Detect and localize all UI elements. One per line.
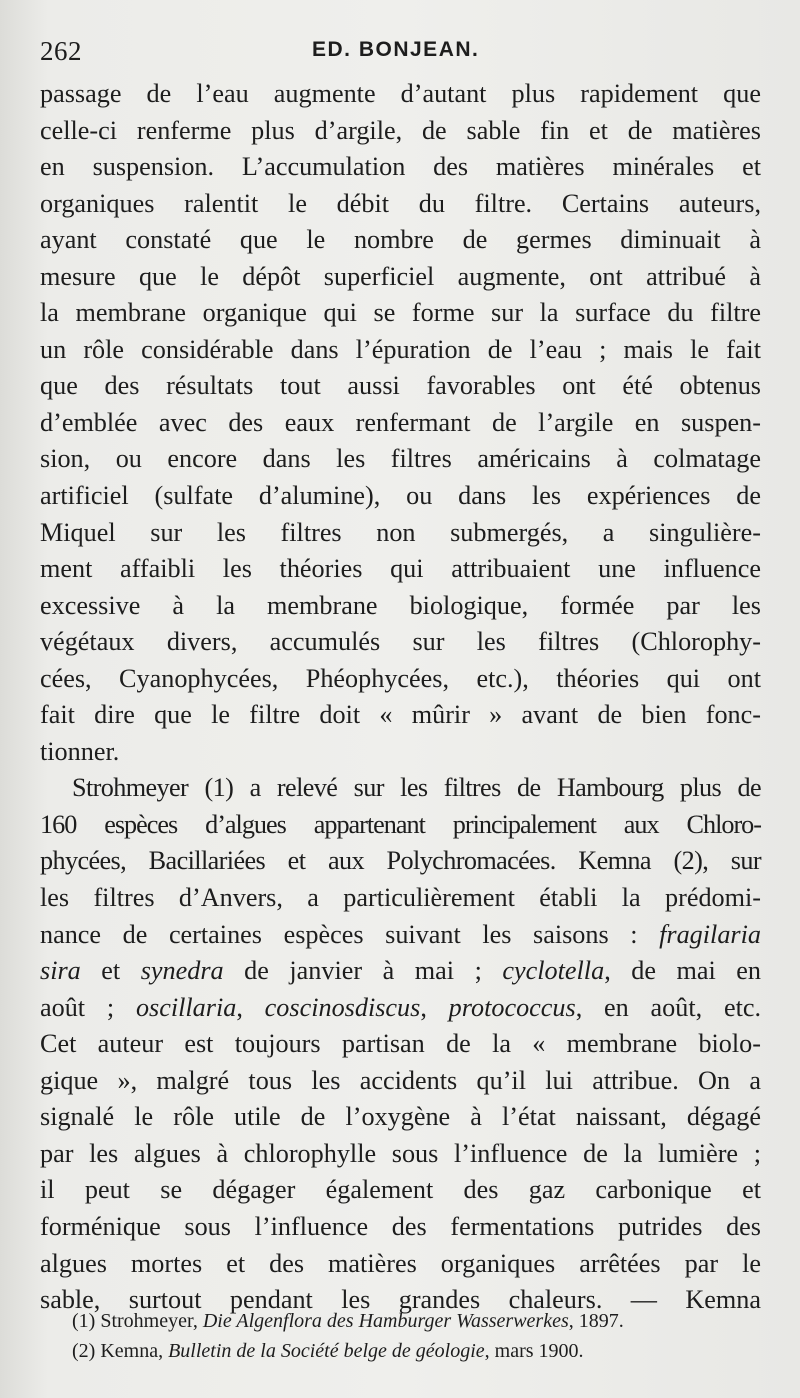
text-line: nance de certaines espèces suivant les saisons : fragilaria — [40, 919, 761, 949]
text-line: la membrane organique qui se forme sur la surface du filtre — [40, 298, 761, 328]
text-line: algues mortes et des matières organiques arrêtées par le — [40, 1248, 761, 1278]
text-line: il peut se dégager également des gaz carbonique et — [40, 1175, 761, 1205]
text-line: Miquel sur les filtres non submergés, a singulière- — [40, 517, 761, 547]
text-line: sira et synedra de janvier à mai ; cyclotella, de mai en — [40, 956, 762, 986]
text-line: celle-ci renferme plus d’argile, de sable fin et de matières — [40, 115, 761, 145]
running-head: ED. BONJEAN. — [312, 38, 480, 61]
text-line: tionner. — [40, 736, 120, 766]
text-line: les filtres d’Anvers, a particulièrement établi la prédomi- — [40, 883, 761, 913]
text-line: ayant constaté que le nombre de germes diminuait à — [40, 225, 761, 255]
text-line: mesure que le dépôt superficiel augmente, ont attribué à — [40, 261, 761, 291]
text-line: en suspension. L’accumulation des matières minérales et — [40, 152, 761, 182]
text-line: cées, Cyanophycées, Phéophycées, etc.), théories qui ont — [40, 663, 761, 693]
text-line: passage de l’eau augmente d’autant plus rapidement que — [40, 79, 761, 108]
text-line: Strohmeyer (1) a relevé sur les filtres de Hambourg plus de — [72, 773, 761, 803]
text-line: que des résultats tout aussi favorables ont été obtenus — [40, 371, 761, 401]
body-text — [40, 76, 761, 1319]
page-header — [40, 30, 760, 70]
text-line: par les algues à chlorophylle sous l’influence de la lumière ; — [40, 1138, 761, 1168]
text-line: fait dire que le filtre doit « mûrir » avant de bien fonc- — [40, 700, 761, 730]
text-line: organiques ralentit le débit du filtre. Certains auteurs, — [40, 188, 761, 218]
text-line: août ; oscillaria, coscinosdiscus, protococcus, en août, etc. — [40, 992, 762, 1022]
text-line: un rôle considérable dans l’épuration de l’eau ; mais le fait — [40, 334, 761, 364]
text-line: 160 espèces d’algues appartenant principalement aux Chloro- — [40, 809, 761, 839]
footnote: (1) Strohmeyer, Die Algenflora des Hamburger Wasserwerkes, 1897. — [72, 1310, 624, 1332]
text-line: artificiel (sulfate d’alumine), ou dans les expériences de — [40, 481, 761, 511]
text-line: forménique sous l’influence des fermentations putrides des — [40, 1211, 761, 1241]
text-line: Cet auteur est toujours partisan de la « membrane biolo- — [40, 1029, 761, 1059]
text-line: gique », malgré tous les accidents qu’il lui attribue. On a — [40, 1065, 761, 1095]
footnote: (2) Kemna, Bulletin de la Société belge de géologie, mars 1900. — [72, 1340, 584, 1362]
text-line: sable, surtout pendant les grandes chaleurs. — Kemna — [40, 1285, 761, 1315]
text-line: d’emblée avec des eaux renfermant de l’argile en suspen- — [40, 407, 761, 437]
page-number: 262 — [40, 36, 82, 66]
text-line: phycées, Bacillariées et aux Polychromacées. Kemna (2), sur — [40, 846, 761, 876]
text-line: ment affaibli les théories qui attribuaient une influence — [40, 554, 761, 584]
text-line: excessive à la membrane biologique, formée par les — [40, 590, 761, 620]
footnotes — [72, 1306, 762, 1366]
text-line: sion, ou encore dans les filtres américains à colmatage — [40, 444, 761, 474]
text-line: végétaux divers, accumulés sur les filtres (Chlorophy- — [40, 627, 761, 657]
text-line: signalé le rôle utile de l’oxygène à l’état naissant, dégagé — [40, 1102, 761, 1132]
